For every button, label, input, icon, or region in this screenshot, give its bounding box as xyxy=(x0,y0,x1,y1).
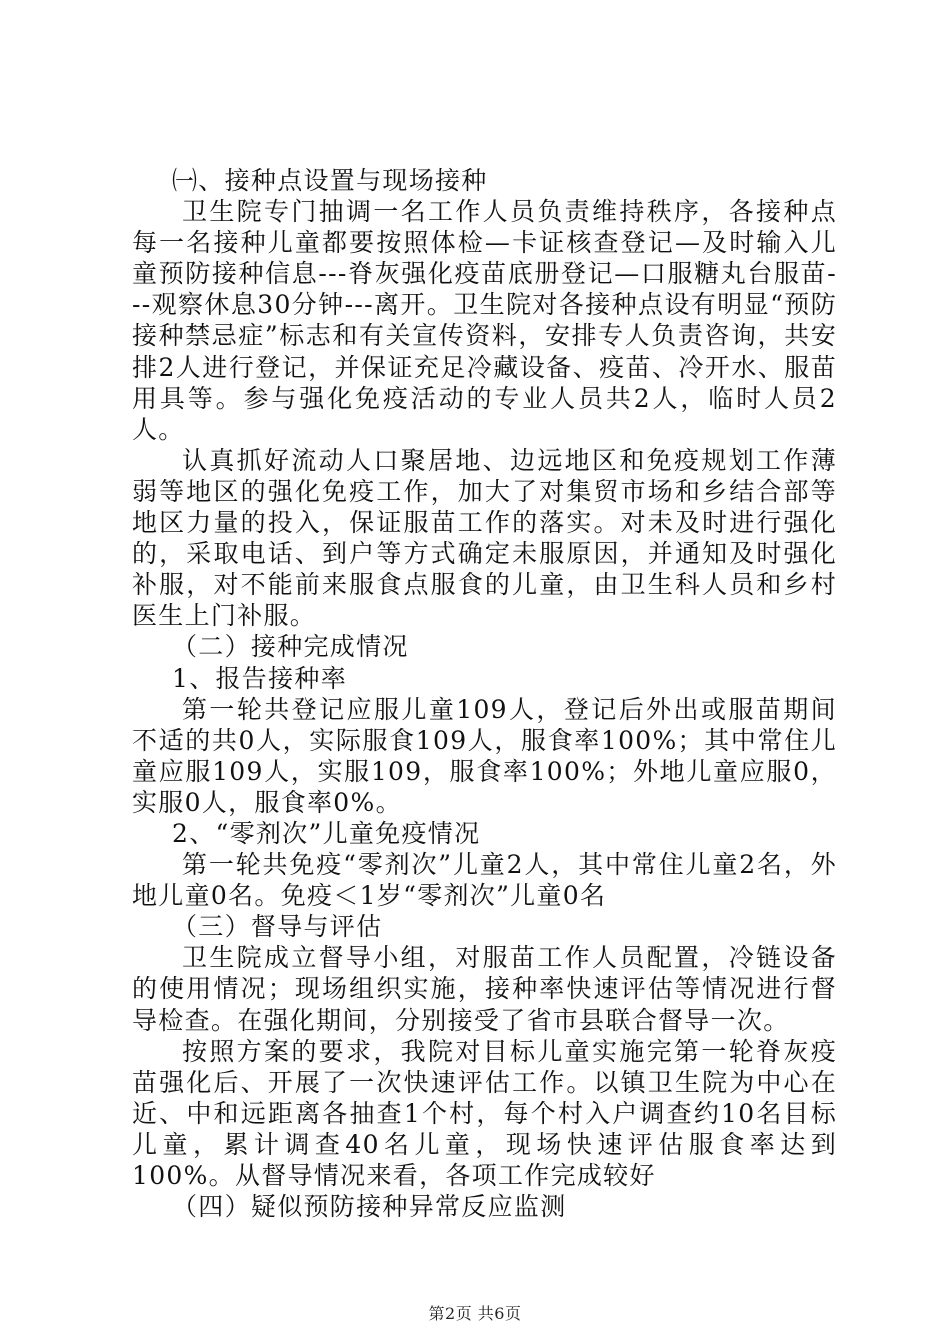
body-paragraph-5: 卫生院成立督导小组，对服苗工作人员配置，冷链设备的使用情况；现场组织实施，接种率快速评估等情况进行督导检查。在强化期间，分别接受了省市县联合督导一次。 xyxy=(132,943,837,1035)
section-heading-2: （二）接种完成情况 xyxy=(172,632,409,662)
document-body xyxy=(132,165,837,1222)
body-paragraph-1: 卫生院专门抽调一名工作人员负责维持秩序，各接种点每一名接种儿童都要按照体检—卡证核查登记—及时输入儿童预防接种信息---脊灰强化疫苗底册登记—口服糖丸台服苗---观察休息30分钟---离开。卫生院对各接种点设有明显“预防接种禁忌症”标志和有关宣传资料，安排专人负责咨询，共安排2人进行登记，并保证充足冷藏设备、疫苗、冷开水、服苗用具等。参与强化免疫活动的专业人员共2人，临时人员2人。 xyxy=(132,197,837,444)
subsection-heading-2: 2、“零剂次”儿童免疫情况 xyxy=(172,818,481,848)
page-number-footer: 第2页 共6页 xyxy=(428,1304,522,1323)
section-heading-3: （三）督导与评估 xyxy=(172,912,383,942)
body-paragraph-3: 第一轮共登记应服儿童109人，登记后外出或服苗期间不适的共0人，实际服食109人，服食率100%；其中常住儿童应服109人，实服109，服食率100%；外地儿童应服0，实服0人，服食率0%。 xyxy=(132,694,837,817)
body-paragraph-4: 第一轮共免疫“零剂次”儿童2人，其中常住儿童2名，外地儿童0名。免疫＜1岁“零剂次”儿童0名 xyxy=(132,850,837,911)
body-paragraph-6: 按照方案的要求，我院对目标儿童实施完第一轮脊灰疫苗强化后、开展了一次快速评估工作。以镇卫生院为中心在近、中和远距离各抽查1个村，每个村入户调查约10名目标儿童，累计调查40名儿童，现场快速评估服食率达到100%。从督导情况来看，各项工作完成较好 xyxy=(132,1036,837,1190)
subsection-heading-1: 1、报告接种率 xyxy=(172,663,348,693)
body-paragraph-2: 认真抓好流动人口聚居地、边远地区和免疫规划工作薄弱等地区的强化免疫工作，加大了对集贸市场和乡结合部等地区力量的投入，保证服苗工作的落实。对未及时进行强化的，采取电话、到户等方式确定未服原因，并通知及时强化补服，对不能前来服食点服食的儿童，由卫生科人员和乡村医生上门补服。 xyxy=(132,445,837,631)
section-heading-4: （四）疑似预防接种异常反应监测 xyxy=(172,1192,567,1222)
section-heading-1: ㈠、接种点设置与现场接种 xyxy=(172,166,488,195)
